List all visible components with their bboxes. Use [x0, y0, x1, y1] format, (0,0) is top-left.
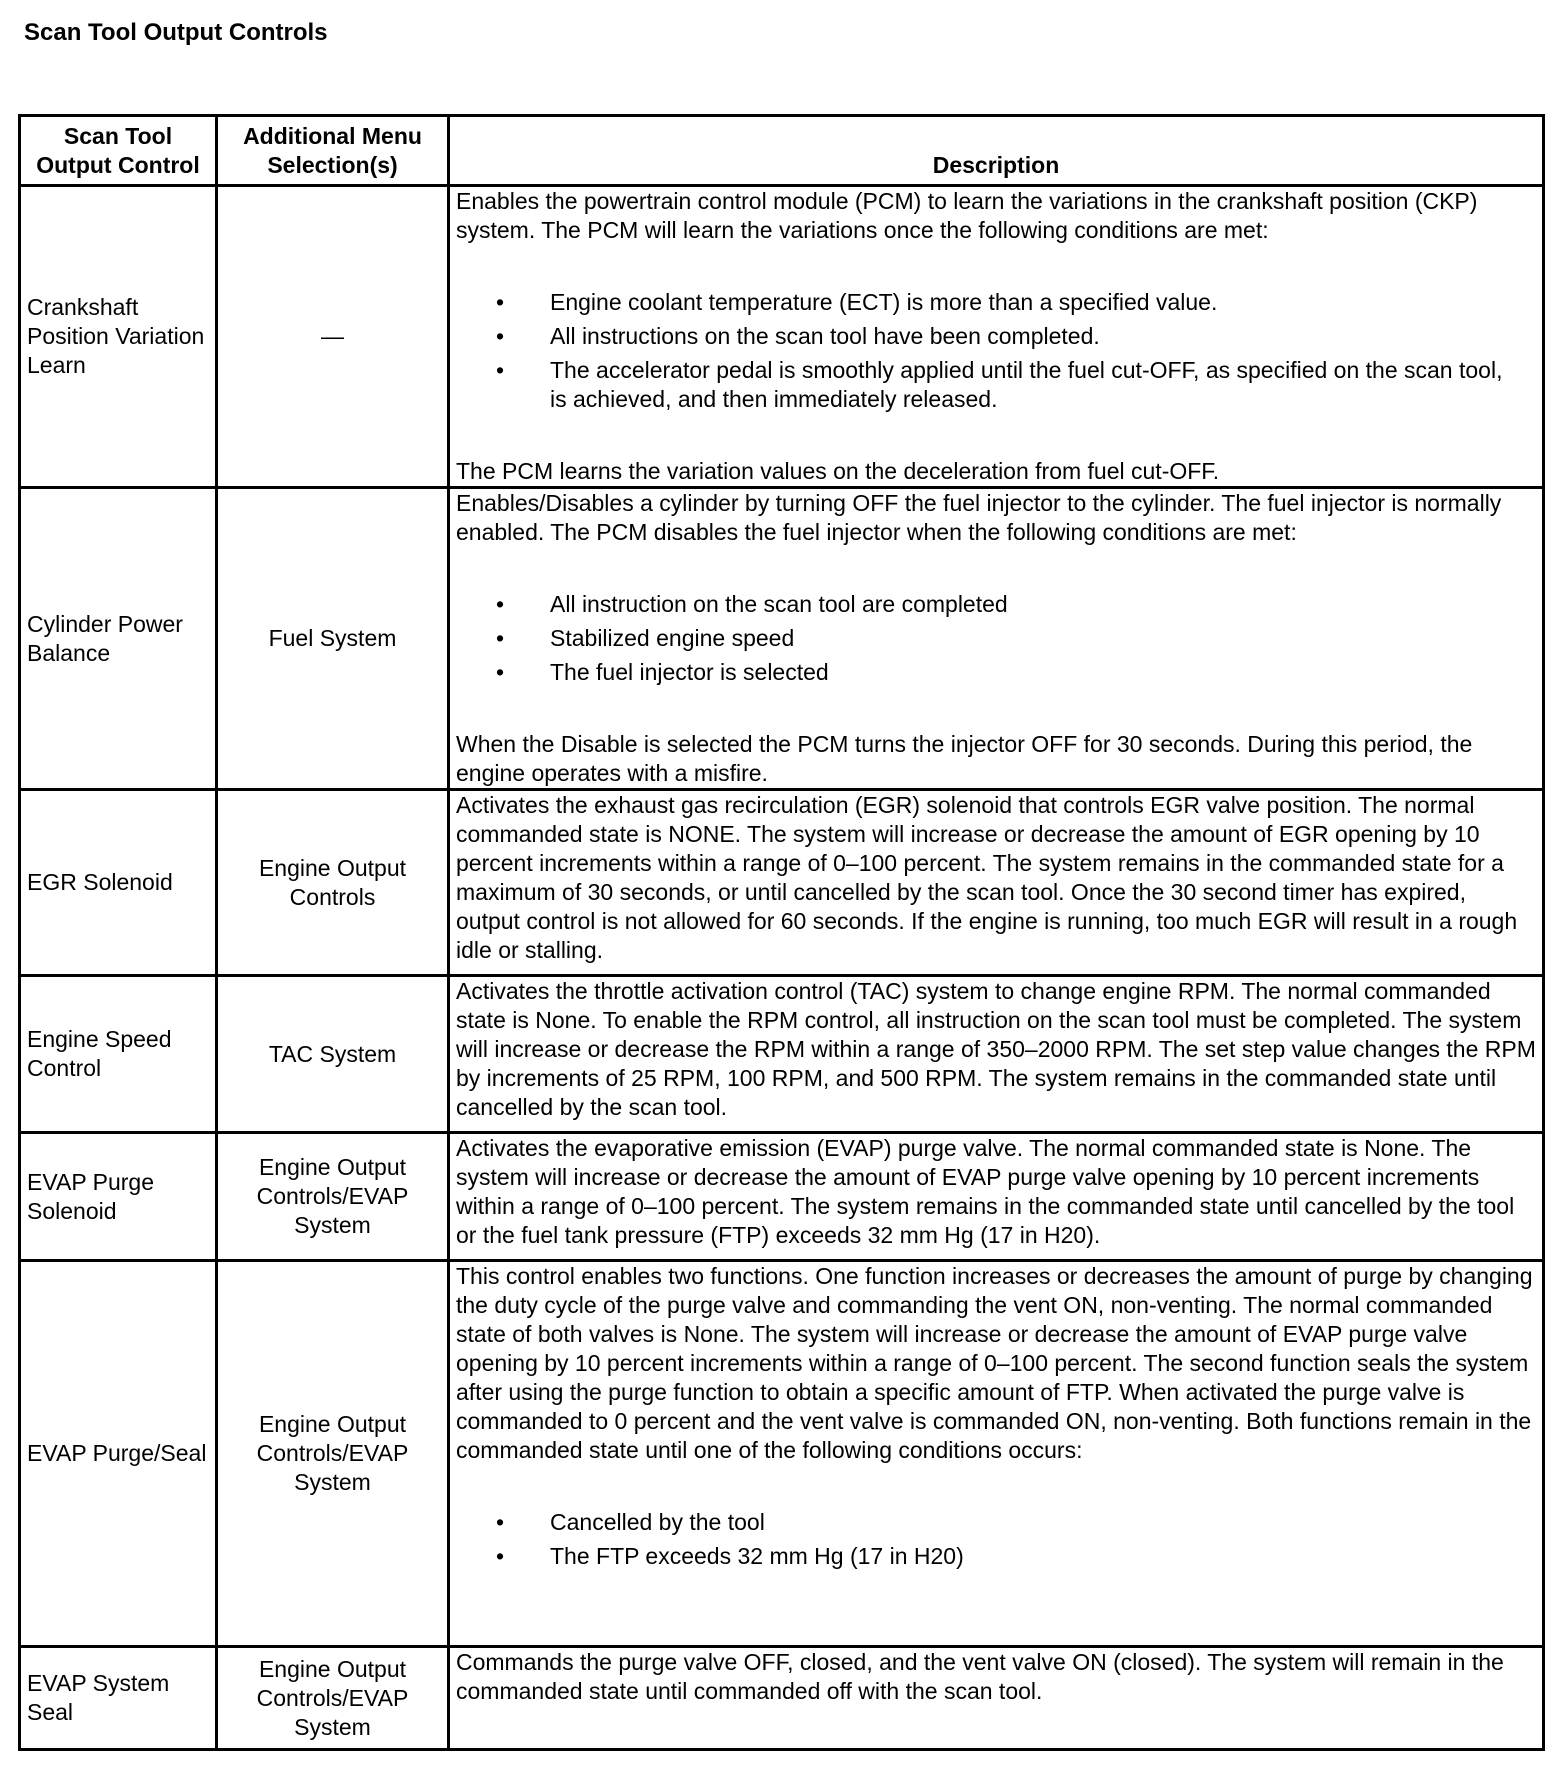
description-cell [450, 791, 1542, 977]
control-name: EVAP Purge Solenoid [21, 1134, 218, 1262]
menu-selection: Engine Output Controls/EVAP System [218, 1648, 450, 1748]
table-row [21, 1648, 1542, 1748]
table-row [21, 791, 1542, 977]
description-cell [450, 1134, 1542, 1262]
list-item: • The FTP exceeds 32 mm Hg (17 in H20) [550, 1542, 1536, 1571]
description-intro: Activates the throttle activation control (TAC) system to change engine RPM. The normal commanded state is None. To enable the RPM control, all instruction on the scan tool must be completed. The system will increase or decrease the RPM within a range of 350–2000 RPM. The set step value changes the RPM by increments of 25 RPM, 100 RPM, and 500 RPM. The system remains in the commanded state until cancelled by the scan tool. [456, 978, 1536, 1120]
condition-list [456, 288, 1536, 414]
description-cell [450, 489, 1542, 791]
table-row [21, 977, 1542, 1134]
page-title: Scan Tool Output Controls [24, 19, 328, 46]
condition-list [456, 590, 1536, 687]
table-row [21, 1262, 1542, 1648]
description-intro: Activates the evaporative emission (EVAP) purge valve. The normal commanded state is None. The system will increase or decrease the amount of EVAP purge valve opening by 10 percent increments within a range of 0–100 percent. The system remains in the commanded state until cancelled by the tool or the fuel tank pressure (FTP) exceeds 32 mm Hg (17 in H20). [456, 1135, 1515, 1248]
description-cell [450, 1648, 1542, 1748]
header-control: Scan Tool Output Control [21, 117, 218, 187]
control-name: Cylinder Power Balance [21, 489, 218, 791]
description-cell [450, 187, 1542, 489]
table-row [21, 187, 1542, 489]
list-item: • Cancelled by the tool [550, 1508, 1536, 1537]
description-intro: Activates the exhaust gas recirculation (EGR) solenoid that controls EGR valve position. The normal commanded state is NONE. The system will increase or decrease the amount of EGR opening by 10 percent increments within a range of 0–100 percent. The system remains in the commanded state for a maximum of 30 seconds, or until cancelled by the scan tool. Once the 30 second timer has expired, output control is not allowed for 60 seconds. If the engine is running, too much EGR will result in a rough idle or stalling. [456, 792, 1518, 963]
description-cell [450, 1262, 1542, 1648]
description-cell [450, 977, 1542, 1134]
table-row [21, 1134, 1542, 1262]
control-name: EVAP System Seal [21, 1648, 218, 1748]
menu-selection: — [218, 187, 450, 489]
description-outro: When the Disable is selected the PCM turns the injector OFF for 30 seconds. During this period, the engine operates with a misfire. [456, 731, 1473, 786]
description-intro: Enables/Disables a cylinder by turning OFF the fuel injector to the cylinder. The fuel injector is normally enabled. The PCM disables the fuel injector when the following conditions are met: [456, 490, 1502, 545]
table-header-row [21, 117, 1542, 187]
condition-list [456, 1508, 1536, 1571]
output-controls-table [18, 114, 1545, 1751]
control-name: Engine Speed Control [21, 977, 218, 1134]
list-item: • Stabilized engine speed [550, 624, 1536, 653]
description-intro: Enables the powertrain control module (PCM) to learn the variations in the crankshaft position (CKP) system. The PCM will learn the variations once the following conditions are met: [456, 188, 1478, 243]
menu-selection: Fuel System [218, 489, 450, 791]
list-item: • The accelerator pedal is smoothly applied until the fuel cut-OFF, as specified on the scan tool, is achieved, and then immediately released. [550, 356, 1536, 414]
control-name: EGR Solenoid [21, 791, 218, 977]
menu-selection: Engine Output Controls [218, 791, 450, 977]
table-row [21, 489, 1542, 791]
description-intro: Commands the purge valve OFF, closed, and the vent valve ON (closed). The system will remain in the commanded state until commanded off with the scan tool. [456, 1649, 1504, 1704]
header-menu: Additional Menu Selection(s) [218, 117, 450, 187]
control-name: Crankshaft Position Variation Learn [21, 187, 218, 489]
control-name: EVAP Purge/Seal [21, 1262, 218, 1648]
menu-selection: Engine Output Controls/EVAP System [218, 1262, 450, 1648]
header-description: Description [450, 117, 1542, 187]
menu-selection: Engine Output Controls/EVAP System [218, 1134, 450, 1262]
list-item: • All instructions on the scan tool have been completed. [550, 322, 1536, 351]
list-item: • The fuel injector is selected [550, 658, 1536, 687]
description-intro: This control enables two functions. One function increases or decreases the amount of purge by changing the duty cycle of the purge valve and commanding the vent ON, non-venting. The normal commanded state of both valves is None. The system will increase or decrease the amount of EVAP purge valve opening by 10 percent increments within a range of 0–100 percent. The second function seals the system after using the purge function to obtain a specific amount of FTP. When activated the purge valve is commanded to 0 percent and the vent valve is commanded ON, non-venting. Both functions remain in the commanded state until one of the following conditions occurs: [456, 1263, 1533, 1463]
description-outro: The PCM learns the variation values on the deceleration from fuel cut-OFF. [456, 458, 1220, 484]
list-item: • All instruction on the scan tool are completed [550, 590, 1536, 619]
menu-selection: TAC System [218, 977, 450, 1134]
list-item: • Engine coolant temperature (ECT) is more than a specified value. [550, 288, 1536, 317]
